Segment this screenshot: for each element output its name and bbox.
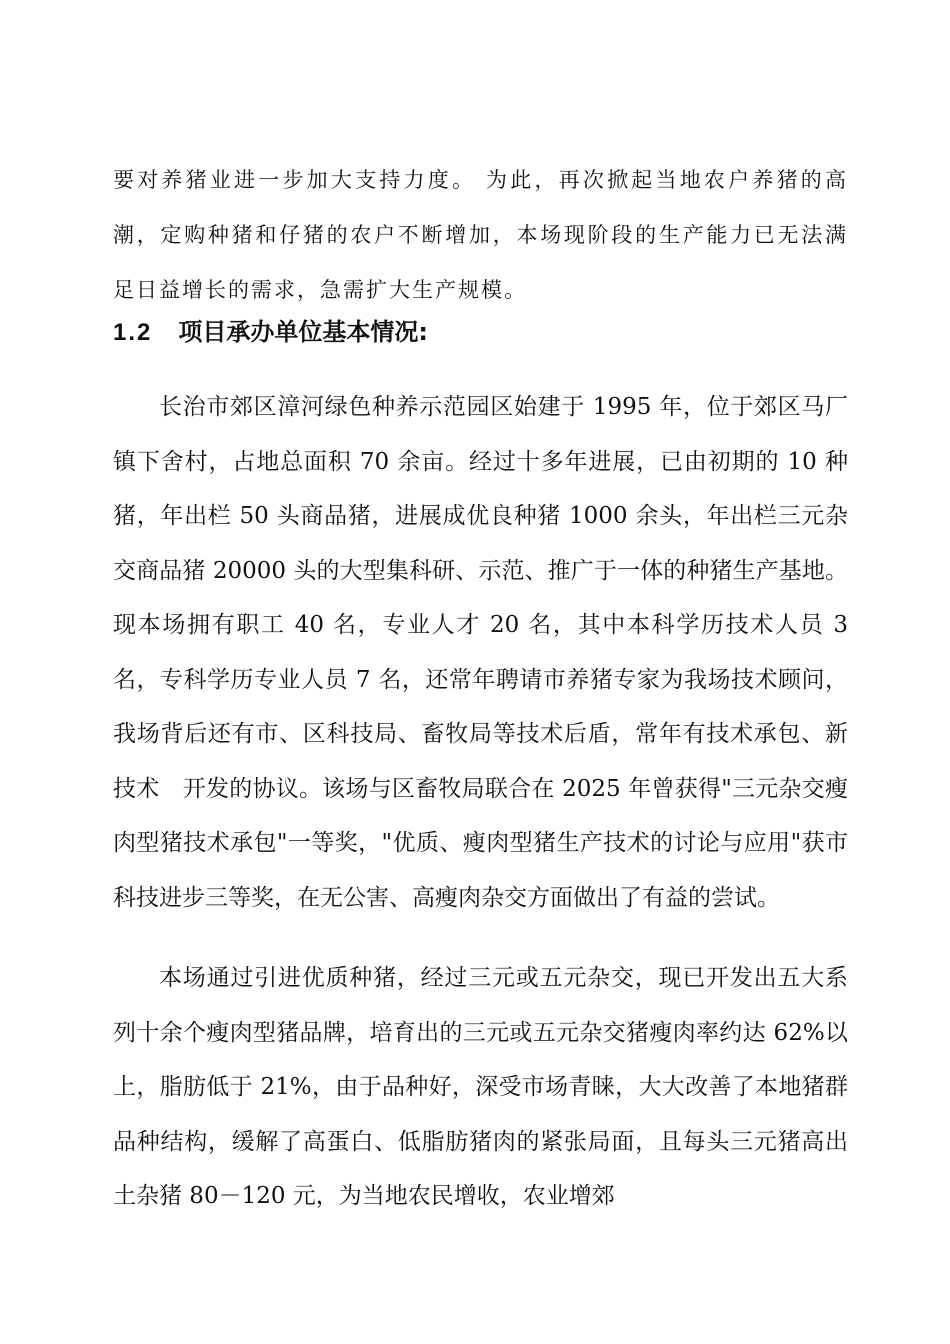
section-title: 项目承办单位基本情况: (178, 318, 428, 346)
body-section-1 (113, 380, 848, 925)
section-number: 1.2 (113, 319, 153, 346)
body-section-2 (113, 951, 848, 1224)
body-paragraph: 长治市郊区漳河绿色种养示范园区始建于 1995 年，位于郊区马厂镇下舍村，占地总面积 70 余亩。经过十多年进展，已由初期的 10 种猪，年出栏 50 头商品猪，进展成优良种猪 1000 余头，年出栏三元杂交商品猪 20000 头的大型集科研、示范、推广于一体的种猪生产基地。现本场拥有职工 40 名，专业人才 20 名，其中本科学历技术人员 3 名，专科学历专业人员 7 名，还常年聘请市养猪专家为我场技术顾问，我场背后还有市、区科技局、畜牧局等技术后盾，常年有技术承包、新技术 开发的协议。该场与区畜牧局联合在 2025 年曾获得"三元杂交瘦肉型猪技术承包"一等奖，"优质、瘦肉型猪生产技术的讨论与应用"获市科技进步三等奖，在无公害、高瘦肉杂交方面做出了有益的尝试。 (113, 394, 848, 911)
body-paragraph: 本场通过引进优质种猪，经过三元或五元杂交，现已开发出五大系列十余个瘦肉型猪品牌，培育出的三元或五元杂交猪瘦肉率约达 62%以上，脂肪低于 21%，由于品种好，深受市场青睐，大大改善了本地猪群品种结构，缓解了高蛋白、低脂肪猪肉的紧张局面，且每头三元猪高出土杂猪 80－120 元，为当地农民增收，农业增郊 (113, 965, 848, 1209)
intro-paragraph: 要对养猪业进一步加大支持力度。 为此，再次掀起当地农户养猪的高潮，定购种猪和仔猪的农户不断增加，本场现阶段的生产能力已无法满足日益增长的需求，急需扩大生产规模。 (113, 168, 848, 302)
section-heading (113, 312, 848, 353)
intro-section (113, 153, 848, 318)
